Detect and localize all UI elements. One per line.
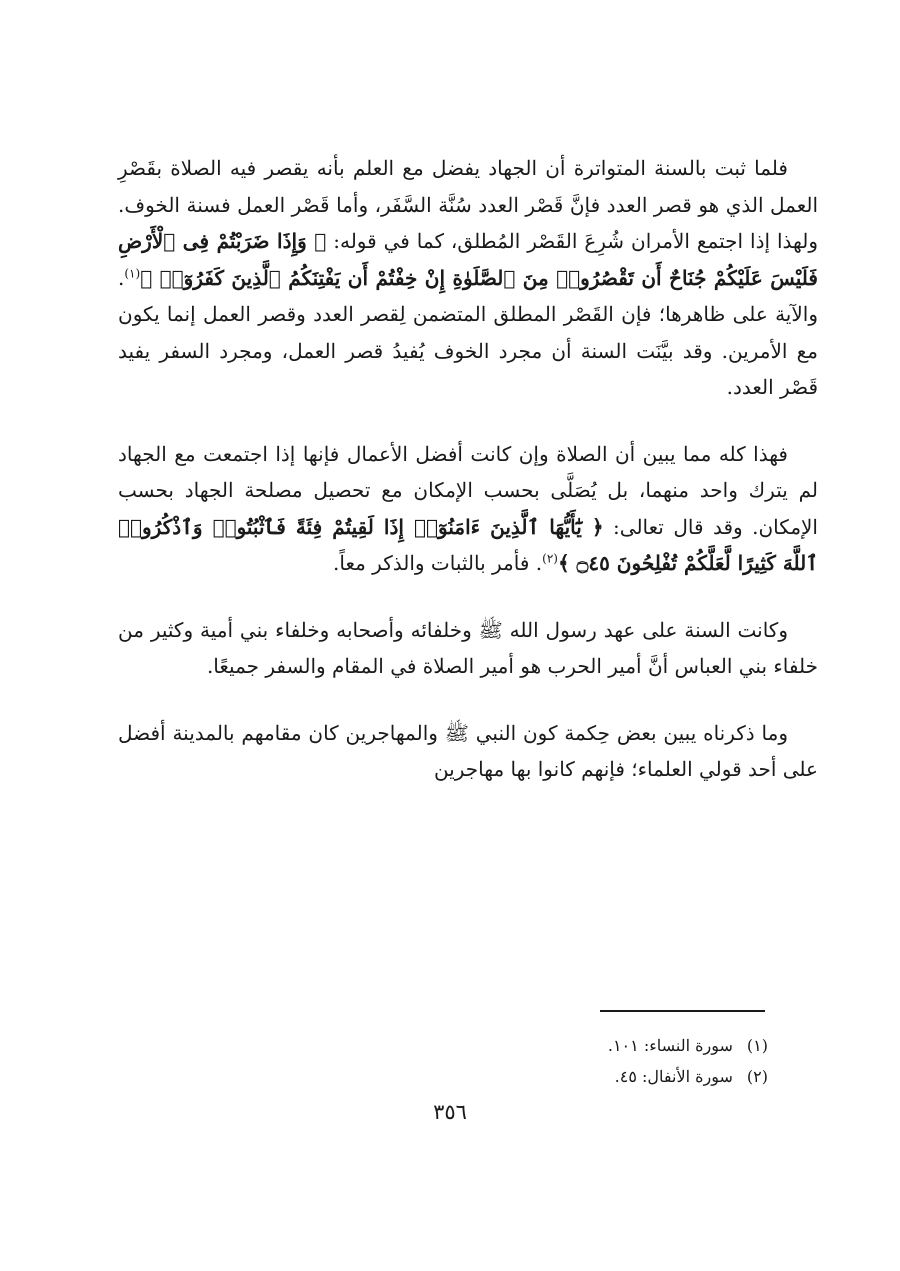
footnote-1-number: (١) [746,1036,768,1055]
footnote-ref-2: (٢) [542,551,558,566]
paragraph-4-text: وما ذكرناه يبين بعض حِكمة كون النبي ﷺ والمهاجرين كان مقامهم بالمدينة أفضل على أحد قولي العلماء؛ فإنهم كانوا بها مهاجرين [118,720,818,781]
footnote-2 [400,1061,768,1092]
footnote-1-text: سورة النساء: ١٠١. [607,1036,733,1055]
footnote-1 [400,1030,768,1061]
footnote-divider [600,1010,765,1012]
quran-verse-1: ﴿ وَإِذَا ضَرَبْتُمْ فِى ٱلْأَرْضِ فَلَيْسَ عَلَيْكُمْ جُنَاحٌ أَن تَقْصُرُوا۟ مِنَ ٱلصَّلَوٰةِ إِنْ خِفْتُمْ أَن يَفْتِنَكُمُ ٱلَّذِينَ كَفَرُوٓا۟ ﴾ [118,229,818,290]
footnote-2-number: (٢) [746,1067,768,1086]
paragraph-2 [118,436,818,582]
paragraph-2-text-a: فهذا كله مما يبين أن الصلاة وإن كانت أفضل الأعمال فإنها إذا اجتمعت مع الجهاد لم يترك واحد منهما، بل يُصَلَّى بحسب الإمكان مع تحصيل مصلحة الجهاد بحسب الإمكان. وقد قال تعالى: [118,441,818,539]
paragraph-1-text-b: . والآية على ظاهرها؛ فإن القَصْر المطلق المتضمن لِقصر العدد وقصر العمل إنما يكون مع الأمرين. وقد بيَّنَت السنة أن مجرد الخوف يُفيدُ قصر العمل، ومجرد السفر يفيد قَصْر العدد. [118,265,818,399]
page-number: ٣٥٦ [433,1100,467,1124]
paragraph-4 [118,715,818,788]
footnote-ref-1: (١) [124,265,141,280]
paragraph-1-text-a: فلما ثبت بالسنة المتواترة أن الجهاد يفضل مع العلم بأنه يقصر فيه الصلاة بقَصْرِ العمل الذي هو قصر العدد فإنَّ قَصْر العدد سُنَّة السَّفَر، وأما قَصْر العمل فسنة الخوف. ولهذا إذا اجتمع الأمران شُرِعَ القَصْر المُطلق، كما في قوله: [118,156,819,253]
quran-verse-2: ﴿ يَٰٓأَيُّهَا ٱلَّذِينَ ءَامَنُوٓا۟ إِذَا لَقِيتُمْ فِئَةً فَٱثْبُتُوا۟ وَٱذْكُرُوا۟ ٱللَّهَ كَثِيرًا لَّعَلَّكُمْ تُفْلِحُونَ ۝٤٥ ﴾ [118,514,818,575]
paragraph-1 [118,150,818,406]
footnote-2-text: سورة الأنفال: ٤٥. [614,1067,733,1086]
paragraph-3-text: وكانت السنة على عهد رسول الله ﷺ وخلفائه وأصحابه وخلفاء بني أمية وكثير من خلفاء بني العباس أنَّ أمير الحرب هو أمير الصلاة في المقام والسفر جميعًا. [118,617,818,678]
paragraph-3 [118,612,818,685]
paragraph-2-text-b: . فأمر بالثبات والذكر معاً. [333,551,543,575]
main-text [118,150,818,788]
footnotes [400,1030,768,1092]
